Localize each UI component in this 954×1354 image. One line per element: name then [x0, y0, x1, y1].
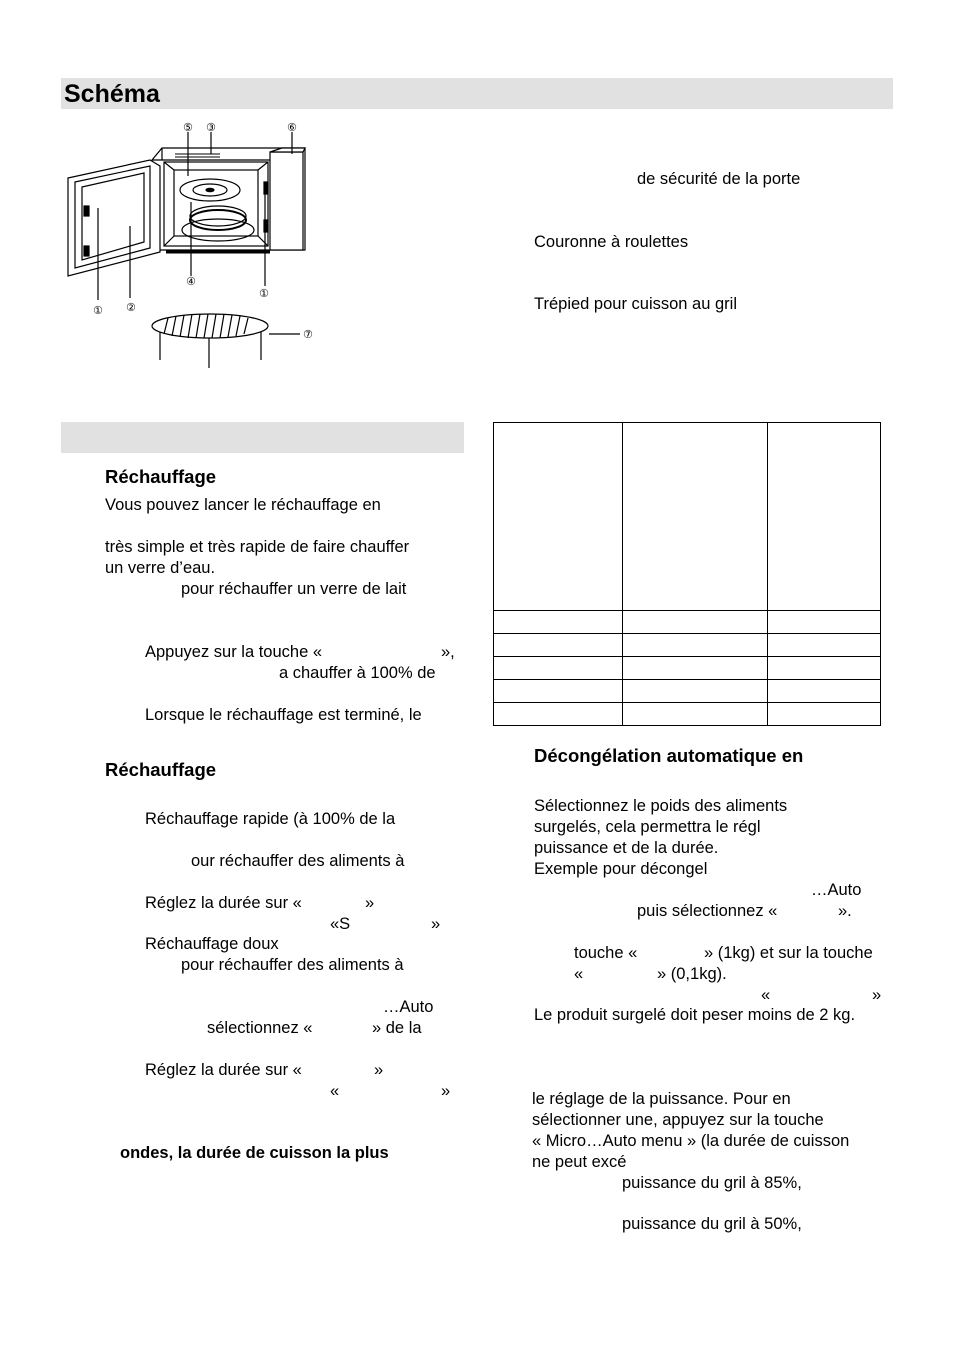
text-line: Le produit surgelé doit peser moins de 2 kg.: [534, 1006, 856, 1024]
table-cell: [623, 680, 768, 703]
section-bar-left: [61, 422, 464, 453]
text-line: » de la: [372, 1019, 422, 1037]
table-cell: [623, 634, 768, 657]
table-cell: [768, 680, 881, 703]
table-cell: [494, 634, 623, 657]
callout-4: ④: [186, 276, 196, 288]
text-line: ne peut excé: [532, 1153, 627, 1171]
text-line: touche «: [574, 944, 638, 962]
table-cell: [768, 634, 881, 657]
legend-item-grill-rack: Trépied pour cuisson au gril: [534, 295, 737, 313]
microwave-diagram: [60, 118, 340, 378]
grill-rack: [152, 314, 268, 338]
callout-1-right: ①: [259, 288, 269, 300]
text-line: surgelés, cela permettra le régl: [534, 818, 761, 836]
text-line: »: [872, 986, 882, 1004]
text-line: …Auto: [383, 998, 434, 1016]
text-line: »: [431, 915, 441, 933]
text-line: »,: [441, 643, 455, 661]
text-line: »: [374, 1061, 384, 1079]
text-line: Exemple pour décongel: [534, 860, 708, 878]
text-line: Réchauffage doux: [145, 935, 279, 953]
legend-item-roller-ring: Couronne à roulettes: [534, 233, 689, 251]
text-line: Réchauffage rapide (à 100% de la: [145, 810, 396, 828]
table-cell: [494, 611, 623, 634]
text-line: »: [441, 1082, 451, 1100]
text-line: Vous pouvez lancer le réchauffage en: [105, 496, 381, 514]
table-cell: [768, 703, 881, 726]
section-header-bar: [61, 78, 893, 109]
table-row: [494, 657, 881, 680]
table-row: [494, 680, 881, 703]
text-line: un verre d’eau.: [105, 559, 216, 577]
callout-1-left: ①: [93, 305, 103, 317]
table-cell: [494, 680, 623, 703]
text-line: Lorsque le réchauffage est terminé, le: [145, 706, 422, 724]
text-line: «S: [330, 915, 351, 933]
text-line: »: [365, 894, 375, 912]
heading-auto-defrost: Décongélation automatique en: [534, 745, 804, 766]
heading-reheat-2: Réchauffage: [105, 759, 217, 780]
text-line: « Micro…Auto menu » (la durée de cuisson: [532, 1132, 850, 1150]
callout-2: ②: [126, 302, 136, 314]
table-cell: [623, 611, 768, 634]
text-line: …Auto: [811, 881, 862, 899]
callout-6: ⑥: [287, 122, 297, 134]
text-line: «: [330, 1082, 340, 1100]
table-cell: [768, 423, 881, 611]
callout-7: ⑦: [303, 329, 313, 341]
callout-5: ⑤: [183, 122, 193, 134]
table-cell: [494, 423, 623, 611]
text-line: Appuyez sur la touche «: [145, 643, 323, 661]
text-line: pour réchauffer un verre de lait: [181, 580, 407, 598]
table-row: [494, 611, 881, 634]
text-line: sélectionnez «: [207, 1019, 313, 1037]
text-line: » (0,1kg).: [657, 965, 727, 983]
power-table: [493, 422, 881, 726]
text-line: puis sélectionnez «: [637, 902, 778, 920]
text-line: Réglez la durée sur «: [145, 894, 302, 912]
table-cell: [623, 423, 768, 611]
note-bold: ondes, la durée de cuisson la plus: [120, 1144, 389, 1162]
text-line: sélectionner une, appuyez sur la touche: [532, 1111, 824, 1129]
table-cell: [768, 611, 881, 634]
text-line: le réglage de la puissance. Pour en: [532, 1090, 791, 1108]
table-cell: [623, 703, 768, 726]
text-line: très simple et très rapide de faire chauffer: [105, 538, 410, 556]
table-row: [494, 703, 881, 726]
table-cell: [768, 657, 881, 680]
heading-reheat-1: Réchauffage: [105, 466, 217, 487]
table-cell: [623, 657, 768, 680]
text-line: ».: [838, 902, 852, 920]
text-line: puissance et de la durée.: [534, 839, 719, 857]
text-line: Sélectionnez le poids des aliments: [534, 797, 788, 815]
legend-item-door-safety: de sécurité de la porte: [637, 170, 801, 188]
text-line: puissance du gril à 85%,: [622, 1174, 802, 1192]
text-line: a chauffer à 100% de: [279, 664, 436, 682]
table-cell: [494, 703, 623, 726]
text-line: pour réchauffer des aliments à: [181, 956, 404, 974]
text-line: «: [574, 965, 584, 983]
table-header-row: [494, 423, 881, 611]
table-cell: [494, 657, 623, 680]
text-line: our réchauffer des aliments à: [191, 852, 405, 870]
text-line: » (1kg) et sur la touche: [704, 944, 873, 962]
callout-3: ③: [206, 122, 216, 134]
text-line: «: [761, 986, 771, 1004]
page-title: Schéma: [64, 80, 160, 108]
control-panel: [270, 152, 303, 250]
text-line: Réglez la durée sur «: [145, 1061, 302, 1079]
text-line: puissance du gril à 50%,: [622, 1215, 802, 1233]
table-row: [494, 634, 881, 657]
